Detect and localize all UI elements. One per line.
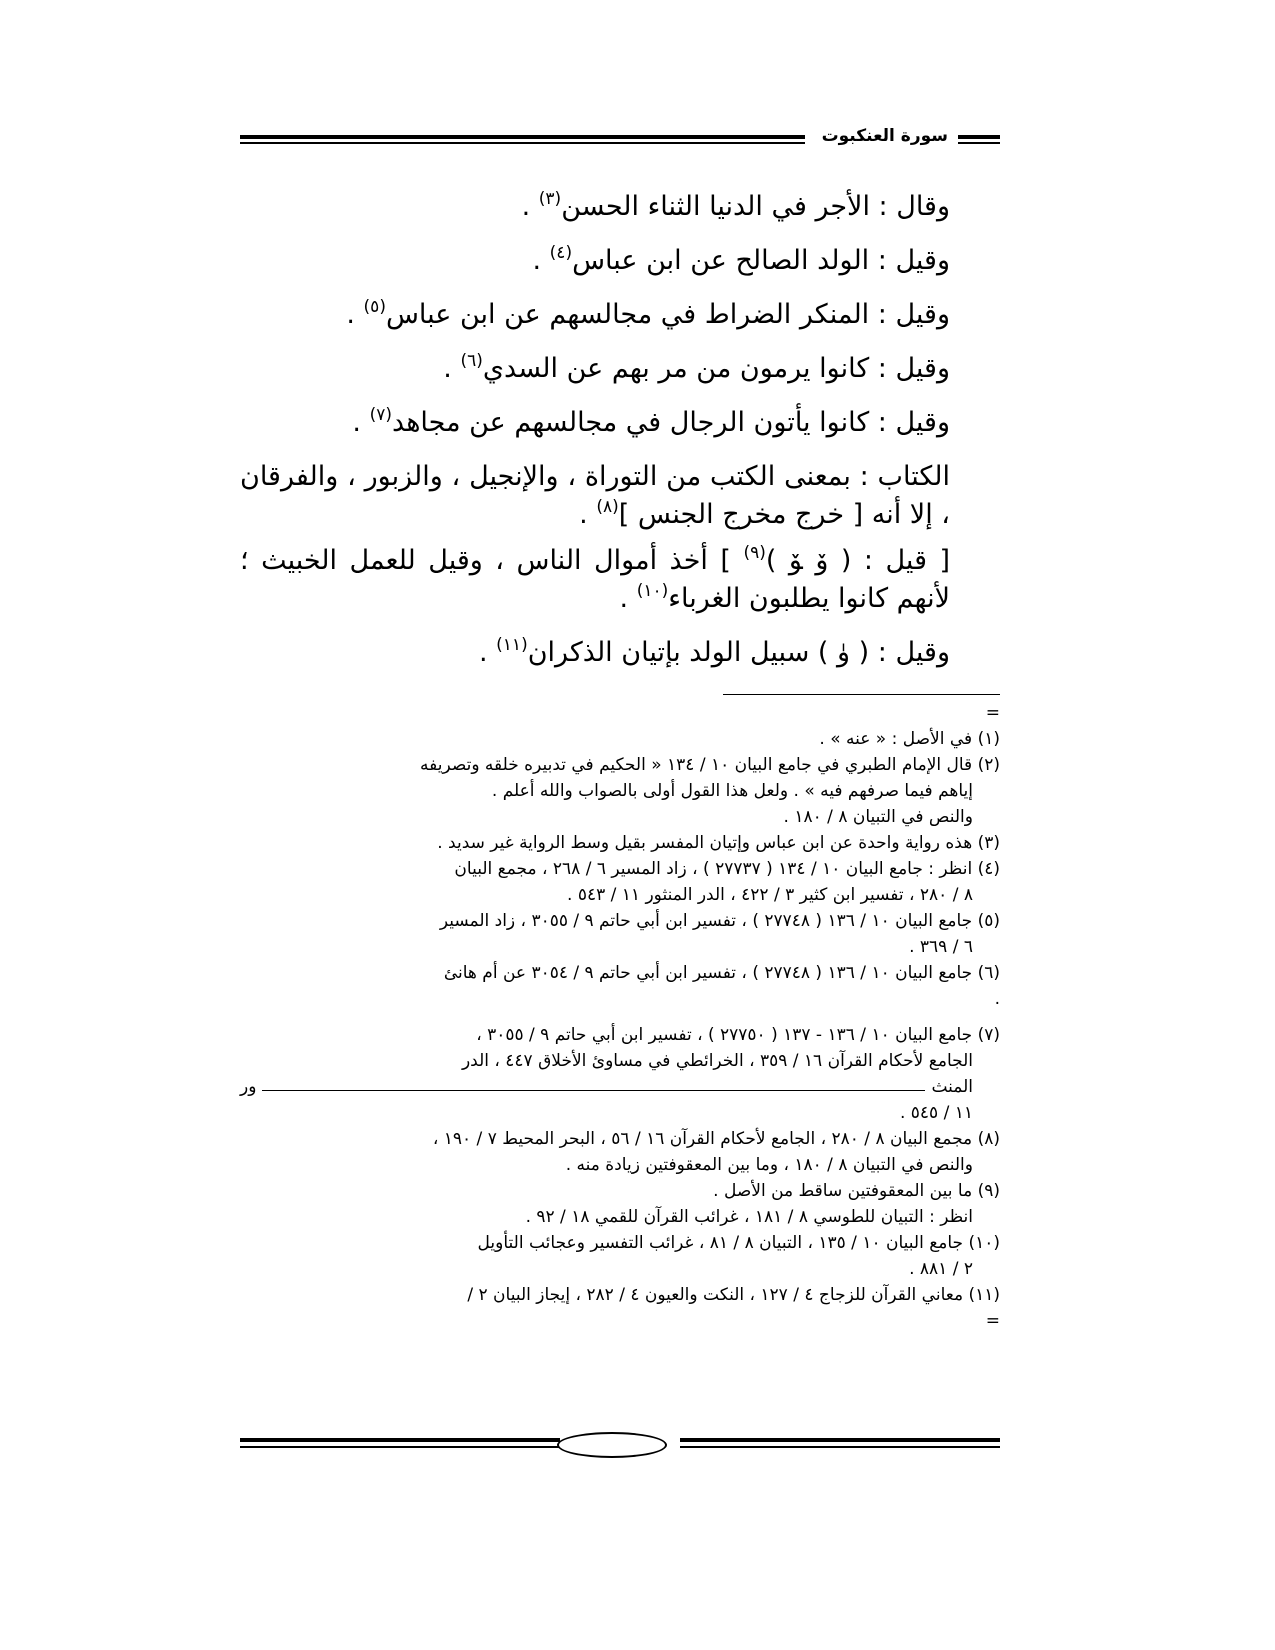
paragraph-7 — [240, 542, 1000, 618]
footnote-6: (٦) جامع البيان ١٠ / ١٣٦ ( ٢٧٧٤٨ ) ، تفسير ابن أبي حاتم ٩ / ٣٠٥٤ عن أم هانئ — [443, 963, 1000, 983]
footnote-7-cont: ١١ / ٥٤٥ . — [899, 1103, 973, 1123]
period: . — [619, 583, 629, 614]
paragraph-1 — [240, 180, 1000, 234]
footnote-10: (١٠) جامع البيان ١٠ / ١٣٥ ، التبيان ٨ / ٨١ ، غرائب التفسير وعجائب التأويل — [477, 1233, 1000, 1253]
footnote-4-cont: ٨ / ٢٨٠ ، تفسير ابن كثير ٣ / ٤٢٢ ، الدر المنثور ١١ / ٥٤٣ . — [567, 885, 973, 905]
footnote-7-word-start: المنث — [931, 1077, 973, 1097]
footnote-ref: (٦) — [460, 351, 483, 371]
footer-rule-left — [240, 1438, 560, 1448]
footnote-2-cont: إياهم فيما صرفهم فيه » . ولعل هذا القول أولى بالصواب والله أعلم . — [491, 781, 973, 801]
footnote-9: (٩) ما بين المعقوفتين ساقط من الأصل . — [713, 1181, 1000, 1201]
page-footer — [240, 1432, 1000, 1458]
paragraph-text: وقيل : الولد الصالح عن ابن عباس — [572, 245, 950, 276]
footnote-carry-mark: = — [985, 703, 1000, 723]
period: . — [478, 637, 488, 668]
footnote-5: (٥) جامع البيان ١٠ / ١٣٦ ( ٢٧٧٤٨ ) ، تفسير ابن أبي حاتم ٩ / ٣٠٥٥ ، زاد المسير — [439, 911, 1000, 931]
footnote-10-cont: ٢ / ٨٨١ . — [909, 1259, 973, 1279]
running-header — [240, 126, 1000, 154]
paragraph-2 — [240, 234, 1000, 288]
paragraph-8 — [240, 626, 1000, 680]
paragraph-text: [ قيل : ( ﯙ ﯚ ) — [765, 545, 950, 576]
footnote-9-cont: انظر : التبيان للطوسي ٨ / ١٨١ ، غرائب القرآن للقمي ١٨ / ٩٢ . — [525, 1207, 973, 1227]
surah-title: سورة العنكبوت — [821, 126, 948, 146]
footnote-7-cont: الجامع لأحكام القرآن ١٦ / ٣٥٩ ، الخرائطي في مساوئ الأخلاق ٤٤٧ ، الدر — [461, 1051, 973, 1071]
period: . — [352, 407, 361, 438]
footnote-ref: (٤) — [549, 243, 573, 263]
footnote-11-cont: = — [985, 1311, 1000, 1331]
kashida-line — [262, 1090, 925, 1091]
paragraph-3 — [240, 288, 1000, 342]
footnote-11: (١١) معاني القرآن للزجاج ٤ / ١٢٧ ، النكت والعيون ٤ / ٢٨٢ ، إيجاز البيان ٢ / — [467, 1285, 1000, 1305]
footnote-8-cont: والنص في التبيان ٨ / ١٨٠ ، وما بين المعقوفتين زيادة منه . — [565, 1155, 973, 1175]
footnote-separator — [723, 694, 1000, 695]
paragraph-6 — [240, 458, 1000, 534]
paragraph-text: وقيل : المنكر الضراط في مجالسهم عن ابن عباس — [385, 299, 950, 330]
period: . — [579, 499, 588, 530]
footnotes — [240, 700, 1000, 1334]
footnote-ref: (١٠) — [636, 581, 669, 601]
footnote-2-cont: والنص في التبيان ٨ / ١٨٠ . — [783, 807, 973, 827]
footnote-ref: (٩) — [743, 543, 766, 563]
paragraph-5 — [240, 396, 1000, 450]
footnote-2: (٢) قال الإمام الطبري في جامع البيان ١٠ / ١٣٤ « الحكيم في تدبيره خلقه وتصريفه — [420, 755, 1000, 775]
footnote-ref: (٥) — [363, 297, 386, 317]
paragraph-text: وقيل : كانوا يأتون الرجال في مجالسهم عن مجاهد — [392, 407, 950, 438]
footnote-3: (٣) هذه رواية واحدة عن ابن عباس وإتيان المفسر بقيل وسط الرواية غير سديد . — [437, 833, 1000, 853]
footnote-7: (٧) جامع البيان ١٠ / ١٣٦ - ١٣٧ ( ٢٧٧٥٠ ) ، تفسير ابن أبي حاتم ٩ / ٣٠٥٥ ، — [476, 1025, 1000, 1045]
paragraph-text: وقيل : ( ﯛ ) سبيل الولد بإتيان الذكران — [527, 637, 950, 668]
footer-rule-right — [680, 1438, 1000, 1448]
footnote-ref: (٣) — [538, 189, 562, 209]
footnote-ref: (٧) — [369, 405, 393, 425]
page-number-oval — [557, 1432, 667, 1458]
paragraph-text: ] أخذ أموال الناس ، وقيل للعمل الخبيث ؛ لأنهم كانوا يطلبون الغرباء — [240, 545, 950, 614]
period: . — [346, 299, 355, 330]
footnote-7-word-end: ور — [240, 1077, 257, 1097]
footnote-ref: (١١) — [496, 635, 528, 655]
footnote-1: (١) في الأصل : « عنه » . — [819, 729, 1000, 749]
footnote-5-cont: ٦ / ٣٦٩ . — [909, 937, 973, 957]
footnote-8: (٨) مجمع البيان ٨ / ٢٨٠ ، الجامع لأحكام القرآن ١٦ / ٥٦ ، البحر المحيط ٧ / ١٩٠ ، — [432, 1129, 1000, 1149]
footnote-6-cont: . — [994, 989, 1000, 1009]
paragraph-text: وقيل : كانوا يرمون من مر بهم عن السدي — [482, 353, 950, 384]
footnote-7-stretched-line — [240, 1074, 1000, 1100]
period: . — [521, 191, 531, 222]
main-text — [240, 180, 1000, 680]
footnote-4: (٤) انظر : جامع البيان ١٠ / ١٣٤ ( ٢٧٧٣٧ ) ، زاد المسير ٦ / ٢٦٨ ، مجمع البيان — [454, 859, 1000, 879]
footnote-ref: (٨) — [596, 497, 619, 517]
paragraph-4 — [240, 342, 1000, 396]
header-rule-right — [958, 135, 1000, 144]
header-rule-left — [240, 135, 805, 144]
period: . — [443, 353, 452, 384]
paragraph-text: وقال : الأجر في الدنيا الثناء الحسن — [561, 191, 950, 222]
period: . — [532, 245, 542, 276]
paragraph-text: الكتاب : بمعنى الكتب من التوراة ، والإنجيل ، والزبور ، والفرقان ، إلا أنه [ خرج مخرج الجنس ] — [240, 461, 950, 530]
